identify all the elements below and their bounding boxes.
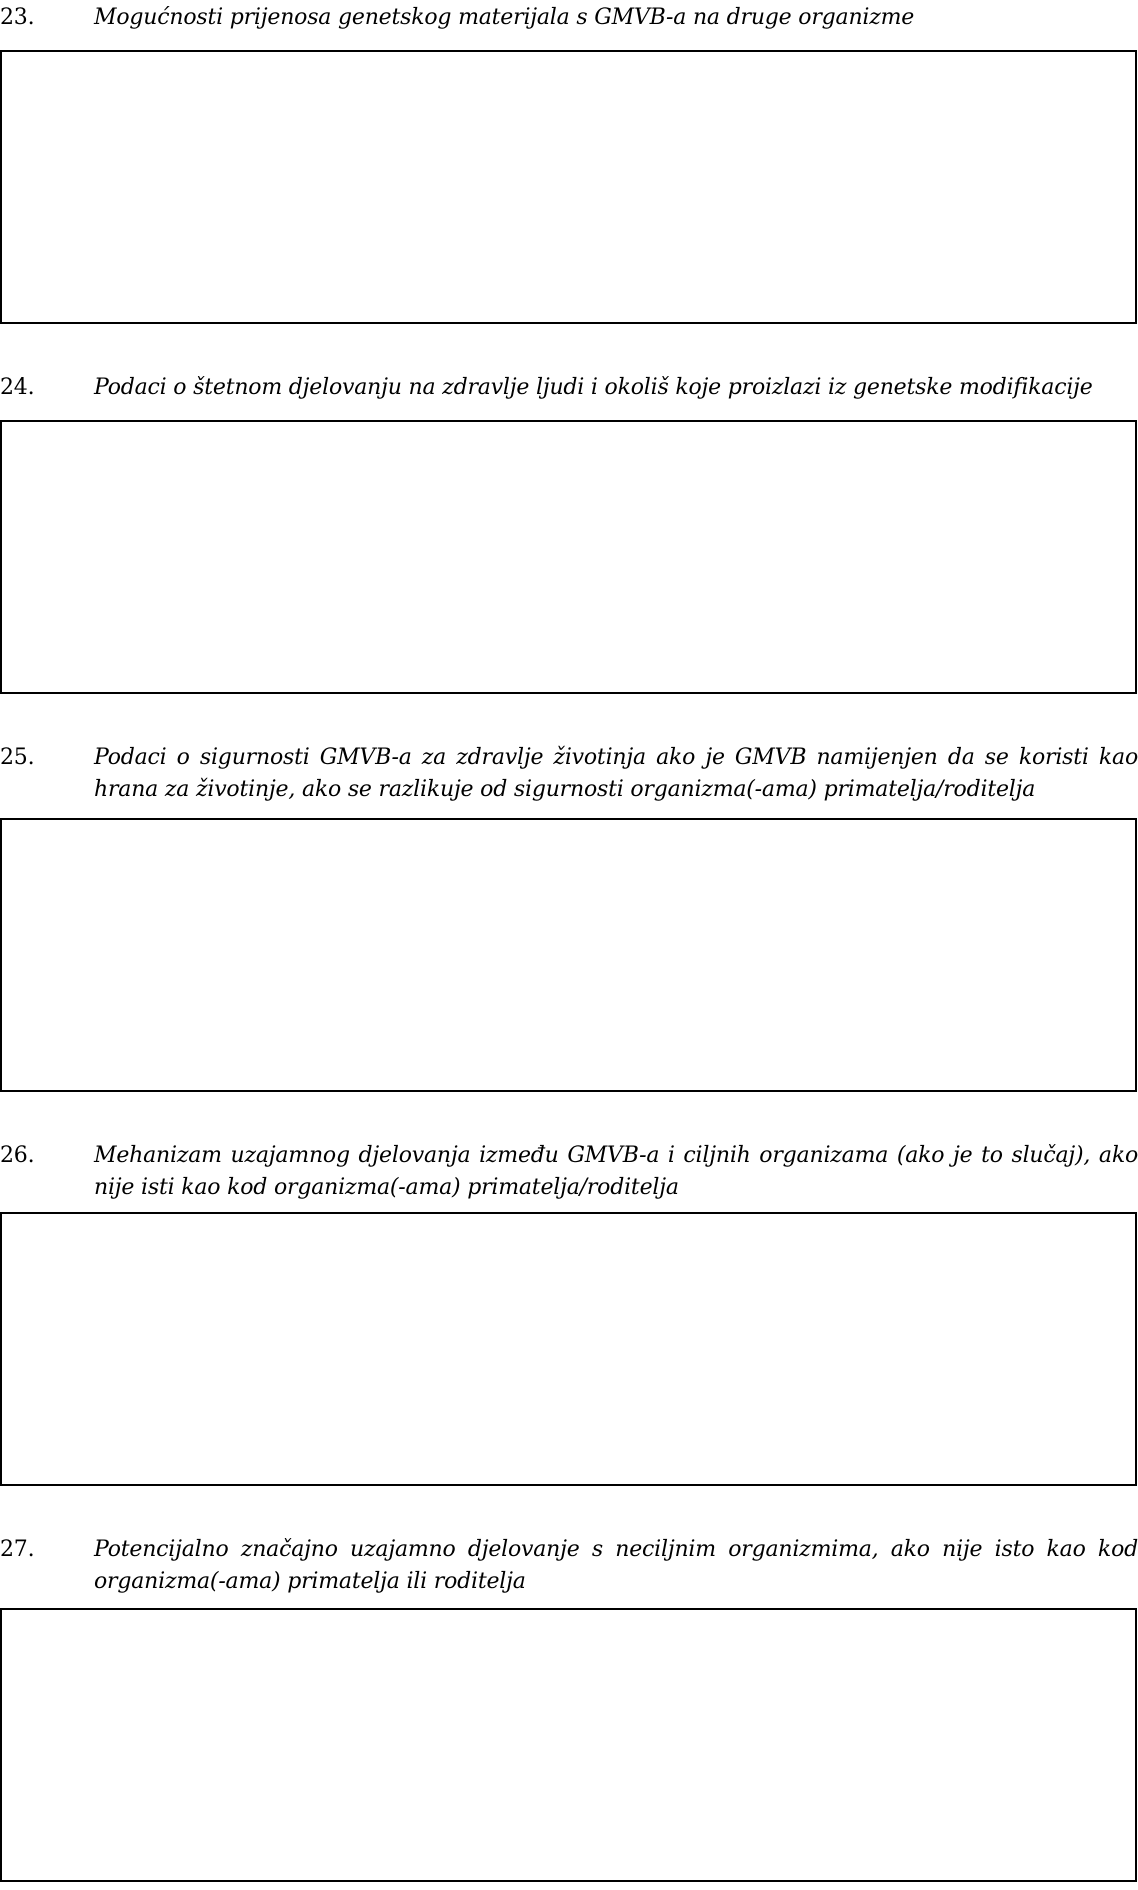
section-heading [0,1534,1138,1598]
section-title: Podaci o štetnom djelovanju na zdravlje ljudi i okoliš koje proizlazi iz genetske modifikacije [94,375,1093,400]
answer-box-24[interactable] [0,420,1137,694]
section-24 [0,372,1138,404]
answer-box-25[interactable] [0,818,1137,1092]
section-25 [0,742,1138,806]
section-number: 24. [0,375,35,400]
section-number: 23. [0,5,35,30]
section-title: Podaci o sigurnosti GMVB-a za zdravlje životinja ako je GMVB namijenjen da se koristi kao hrana za životinje, ako se razlikuje od sigurnosti organizma(-ama) primatelja/roditelja [94,745,1138,802]
section-number: 26. [0,1143,35,1168]
section-heading [0,1140,1138,1204]
section-heading [0,742,1138,806]
answer-box-27[interactable] [0,1608,1137,1882]
section-number: 27. [0,1537,35,1562]
section-heading [0,372,1138,404]
section-title: Mehanizam uzajamnog djelovanja između GMVB-a i ciljnih organizama (ako je to slučaj), ako nije isti kao kod organizma(-ama) primatelja/roditelja [94,1143,1138,1200]
section-23 [0,2,1138,34]
section-26 [0,1140,1138,1204]
section-title: Potencijalno značajno uzajamno djelovanje s neciljnim organizmima, ako nije isto kao kod organizma(-ama) primatelja ili roditelja [94,1537,1138,1594]
answer-box-26[interactable] [0,1212,1137,1486]
section-number: 25. [0,745,35,770]
section-27 [0,1534,1138,1598]
section-title: Mogućnosti prijenosa genetskog materijala s GMVB-a na druge organizme [94,5,915,30]
answer-box-23[interactable] [0,50,1137,324]
section-heading [0,2,1138,34]
